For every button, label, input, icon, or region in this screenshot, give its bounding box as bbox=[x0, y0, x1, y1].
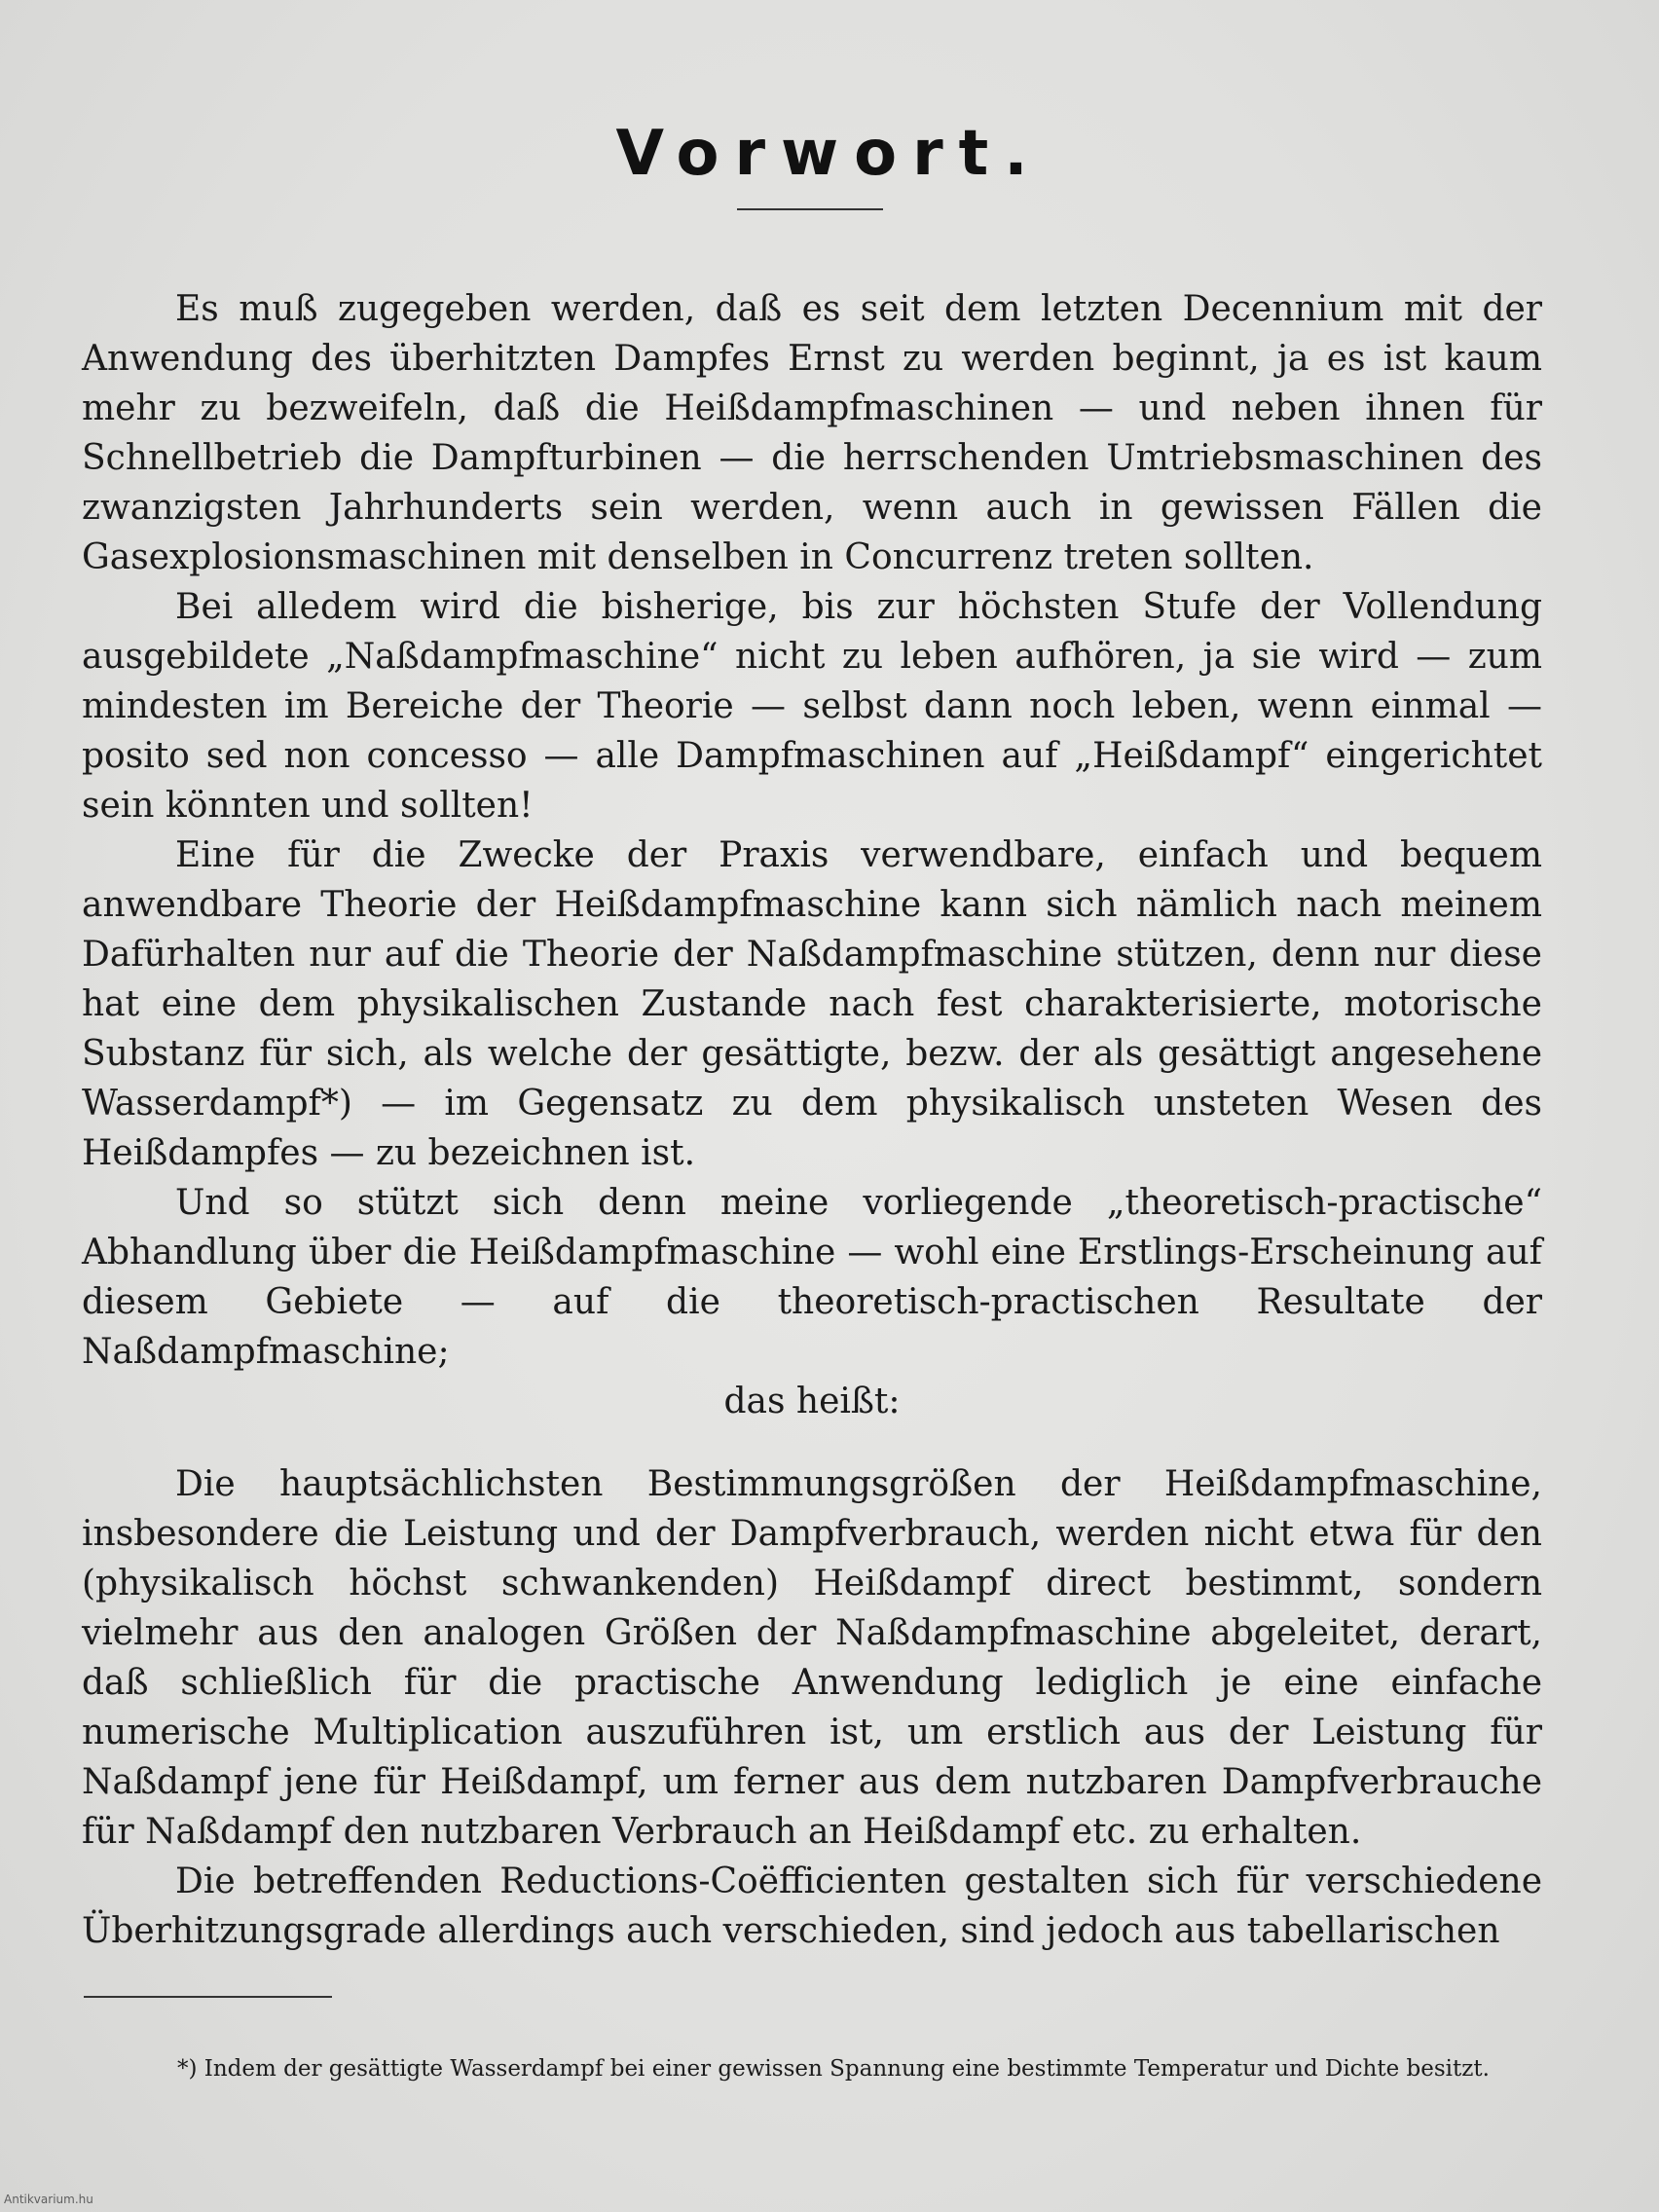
paragraph-2: Bei alledem wird die bisherige, bis zur höchsten Stufe der Vollendung ausgebildete „Naßdampfmaschine“ nicht zu leben aufhören, ja sie wird — zum mindesten im Bereiche der Theorie — selbst dann noch leben, wenn einmal — posito sed non concesso — alle Dampfmaschinen auf „Heißdampf“ eingerichtet sein könnten und sollten! bbox=[82, 587, 1542, 826]
preface-body bbox=[82, 284, 1542, 1956]
title-divider bbox=[737, 208, 883, 210]
watermark: Antikvarium.hu bbox=[4, 2193, 93, 2206]
footnote: *) Indem der gesättigte Wasserdampf bei einer gewissen Spannung eine bestimmte Temperatur und Dichte besitzt. bbox=[177, 2056, 1490, 2082]
paragraph-3: Eine für die Zwecke der Praxis verwendbare, einfach und bequem anwendbare Theorie der Heißdampfmaschine kann sich nämlich nach meinem Dafürhalten nur auf die Theorie der Naßdampfmaschine stützen, denn nur diese hat eine dem physikalischen Zustande nach fest charakterisierte, motorische Substanz für sich, als welche der gesättigte, bezw. der als gesättigt angesehene Wasserdampf*) — im Gegensatz zu dem physikalisch unsteten Wesen des Heißdampfes — zu bezeichnen ist. bbox=[82, 835, 1542, 1173]
footnote-divider bbox=[84, 1996, 332, 1998]
paragraph-4: Und so stützt sich denn meine vorliegende „theoretisch-practische“ Abhandlung über die Heißdampfmaschine — wohl eine Erstlings-Erscheinung auf diesem Gebiete — auf die theoretisch-practischen Resultate der Naßdampfmaschine; bbox=[82, 1183, 1542, 1372]
paragraph-6: Die betreffenden Reductions-Coëfficienten gestalten sich für verschiedene Überhitzungsgrade allerdings auch verschieden, sind jedoch aus tabellarischen bbox=[82, 1862, 1542, 1951]
centered-phrase: das heißt: bbox=[723, 1382, 901, 1421]
page-title: Vorwort. bbox=[615, 117, 1044, 190]
paragraph-5: Die hauptsächlichsten Bestimmungsgrößen der Heißdampfmaschine, insbesondere die Leistung und der Dampfverbrauch, werden nicht etwa für den (physikalisch höchst schwankenden) Heißdampf direct bestimmt, sondern vielmehr aus den analogen Größen der Naßdampfmaschine abgeleitet, derart, daß schließlich für die practische Anwendung lediglich je eine einfache numerische Multiplication auszuführen ist, um erstlich aus der Leistung für Naßdampf jene für Heißdampf, um ferner aus dem nutzbaren Dampfverbrauche für Naßdampf den nutzbaren Verbrauch an Heißdampf etc. zu erhalten. bbox=[82, 1464, 1542, 1852]
paragraph-1: Es muß zugegeben werden, daß es seit dem letzten Decennium mit der Anwendung des überhitzten Dampfes Ernst zu werden beginnt, ja es ist kaum mehr zu bezweifeln, daß die Heißdampfmaschinen — und neben ihnen für Schnellbetrieb die Dampfturbinen — die herrschenden Umtriebsmaschinen des zwanzigsten Jahrhunderts sein werden, wenn auch in gewissen Fällen die Gasexplosionsmaschinen mit denselben in Concurrenz treten sollten. bbox=[82, 289, 1542, 577]
